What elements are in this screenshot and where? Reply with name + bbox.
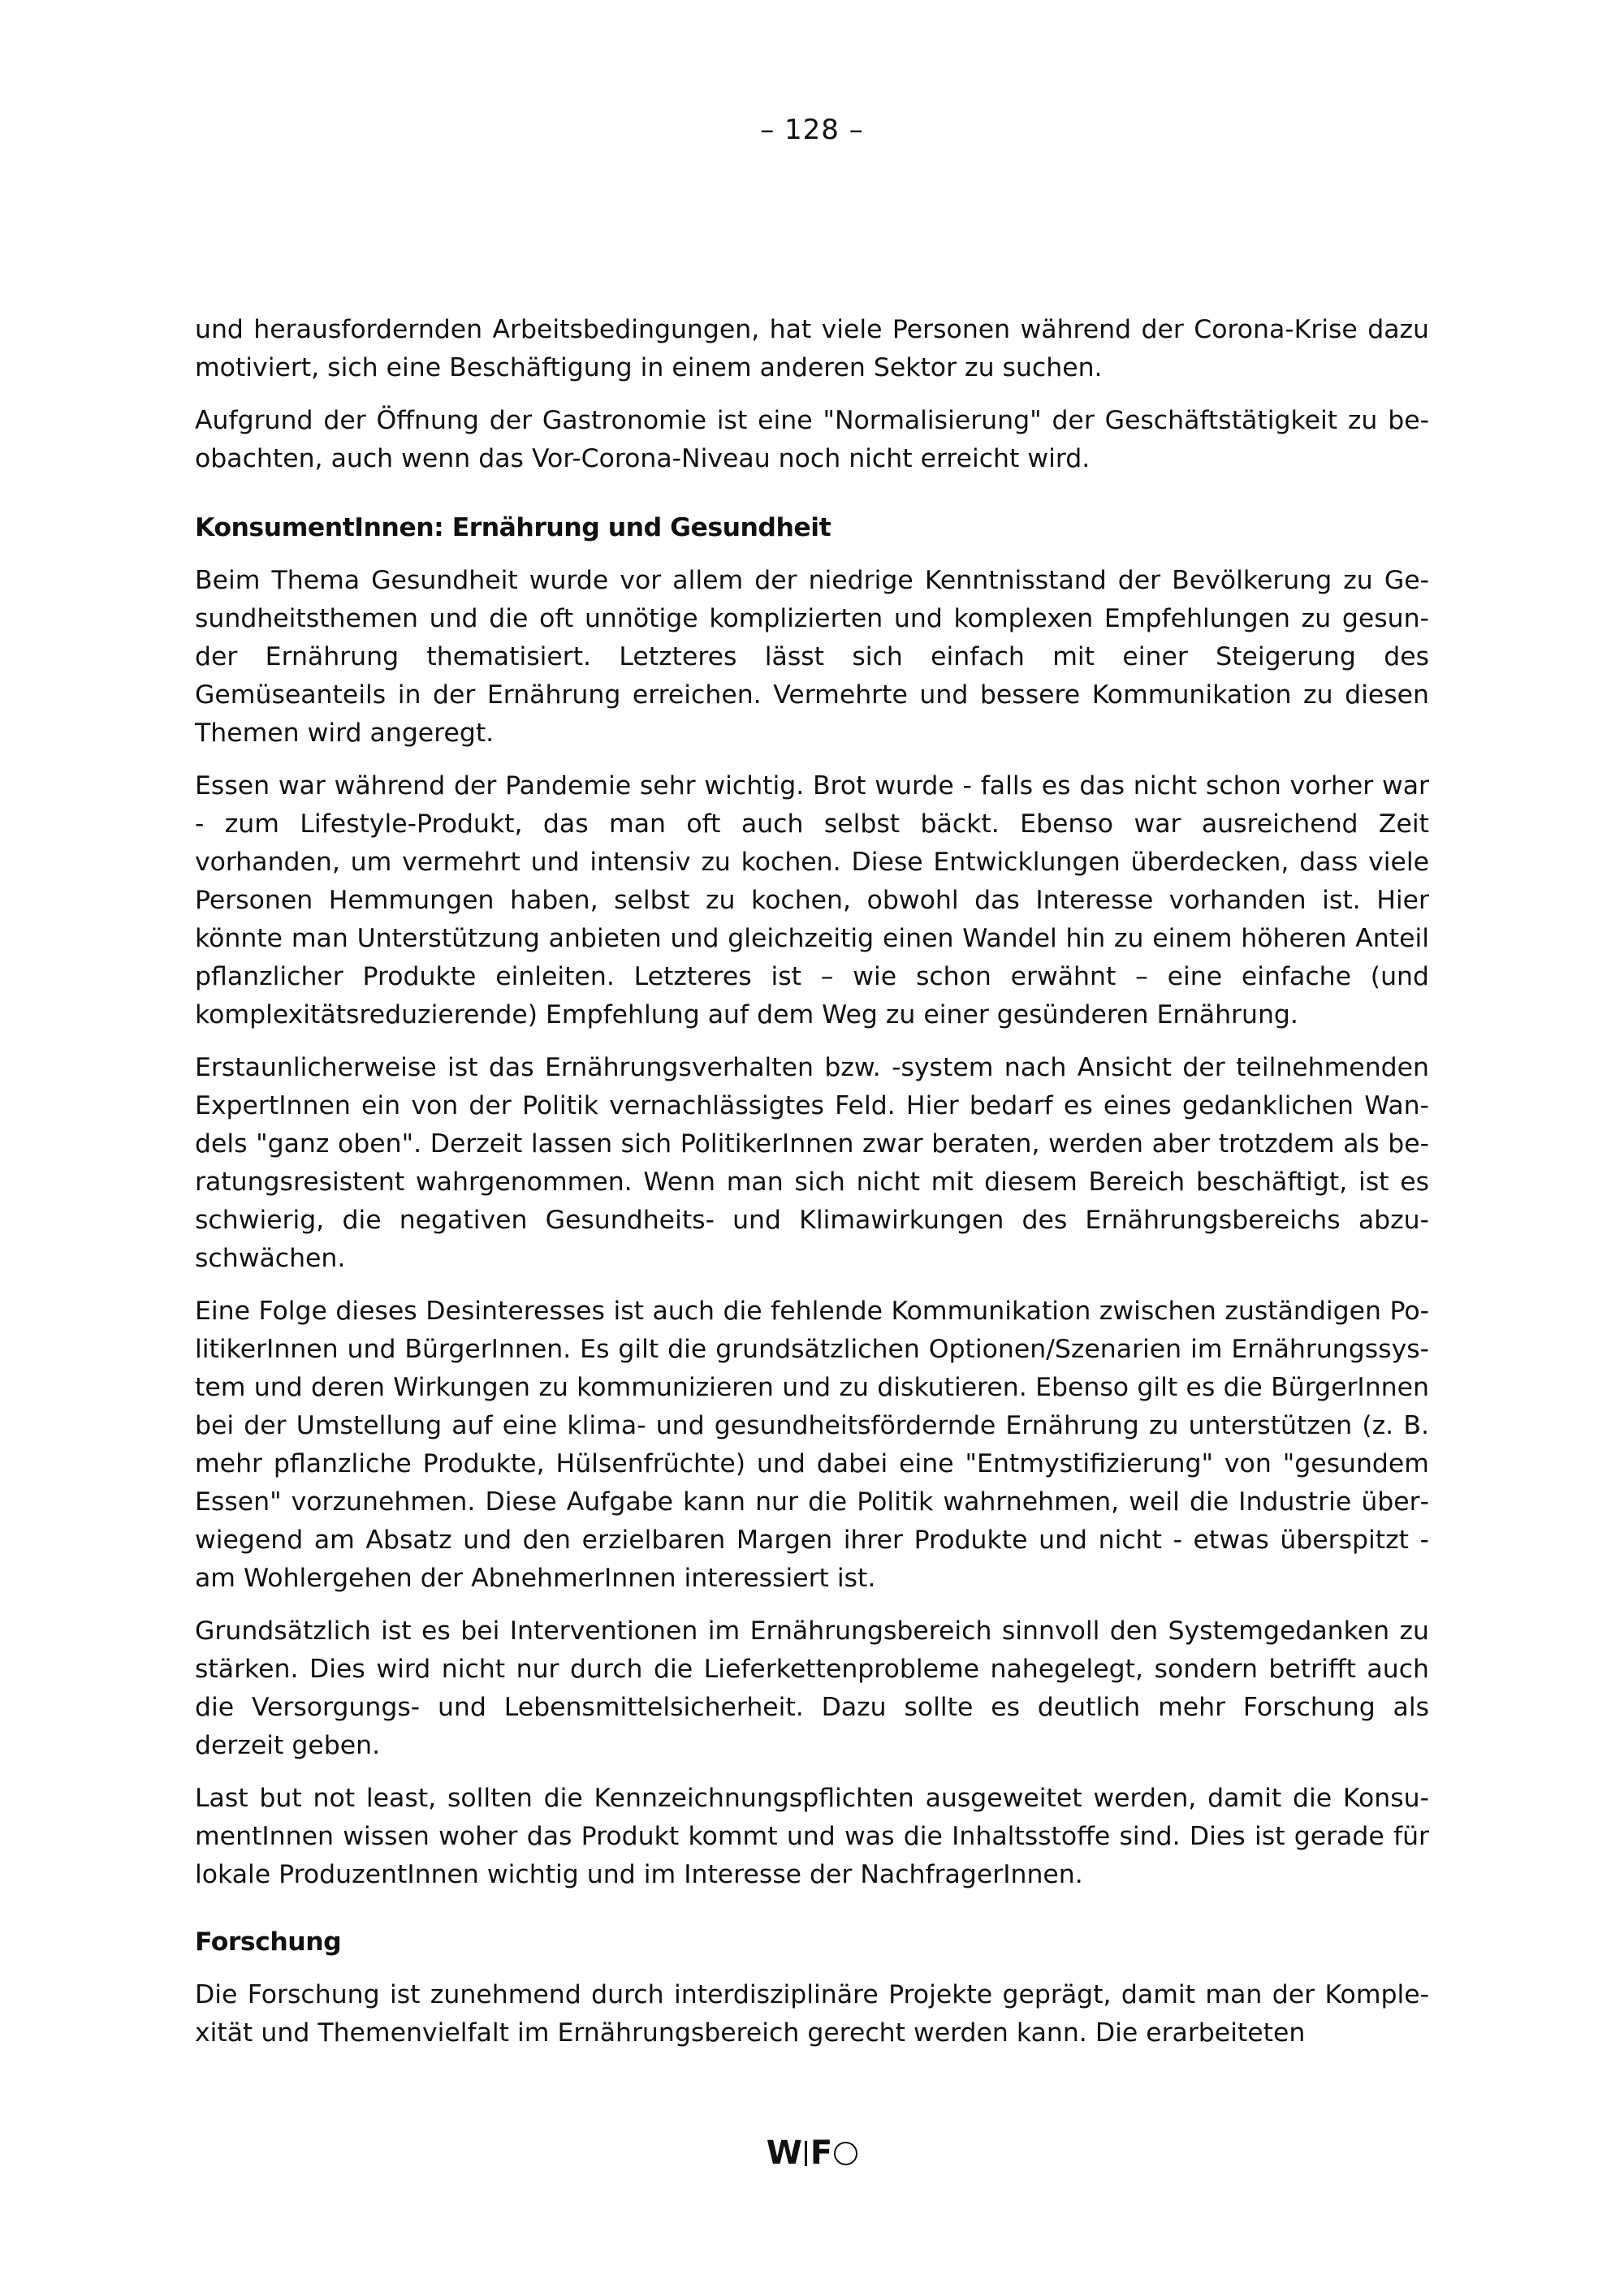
logo-letter-f: F xyxy=(810,2134,833,2172)
paragraph: Last but not least, sollten die Kennzeichnungspflichten ausgeweitet werden, damit die KonsumentInnen wissen woher das Produkt kommt und was die Inhaltsstoffe sind. Dies ist gerade für lokale ProduzentInnen wichtig und im Interesse der NachfragerInnen. xyxy=(195,1784,1429,1889)
section-heading: KonsumentInnen: Ernährung und Gesundheit xyxy=(195,513,831,542)
paragraph: Aufgrund der Öffnung der Gastronomie ist eine "Normalisierung" der Geschäftstätigkeit zu beobachten, auch wenn das Vor-Corona-Niveau noch nicht erreicht wird. xyxy=(195,406,1429,473)
paragraph: Die Forschung ist zunehmend durch interdisziplinäre Projekte geprägt, damit man der Komplexität und Themenvielfalt im Ernährungsbereich gerecht werden kann. Die erarbeiteten xyxy=(195,1980,1429,2048)
paragraph: Erstaunlicherweise ist das Ernährungsverhalten bzw. -system nach Ansicht der teilnehmenden ExpertInnen ein von der Politik vernachlässigtes Feld. Hier bedarf es eines gedanklichen Wandels "ganz oben". Derzeit lassen sich PolitikerInnen zwar beraten, werden aber trotzdem als beratungsresistent wahrgenommen. Wenn man sich nicht mit diesem Bereich beschäftigt, ist es schwierig, die negativen Gesundheits- und Klimawirkungen des Ernährungsbereichs abzuschwächen. xyxy=(195,1053,1429,1273)
paragraph: Beim Thema Gesundheit wurde vor allem der niedrige Kenntnisstand der Bevölkerung zu Gesundheitsthemen und die oft unnötige komplizierten und komplexen Empfehlungen zu gesunder Ernährung thematisiert. Letzteres lässt sich einfach mit einer Steigerung des Gemüseanteils in der Ernährung erreichen. Vermehrte und bessere Kommunikation zu diesen Themen wird angeregt. xyxy=(195,566,1429,748)
page-number: – 128 – xyxy=(760,114,864,146)
section-intro xyxy=(195,311,1429,478)
section-heading: Forschung xyxy=(195,1927,342,1957)
document-body xyxy=(195,311,1429,2067)
paragraph: Eine Folge dieses Desinteresses ist auch die fehlende Kommunikation zwischen zuständigen PolitikerInnen und BürgerInnen. Es gilt die grundsätzlichen Optionen/Szenarien im Ernährungssystem und deren Wirkungen zu kommunizieren und zu diskutieren. Ebenso gilt es die BürgerInnen bei der Umstellung auf eine klima- und gesundheitsfördernde Ernährung zu unterstützen (z. B. mehr pflanzliche Produkte, Hülsenfrüchte) und dabei eine "Entmystifizierung" von "gesundem Essen" vorzunehmen. Diese Aufgabe kann nur die Politik wahrnehmen, weil die Industrie überwiegend am Absatz und den erzielbaren Margen ihrer Produkte und nicht - etwas überspitzt - am Wohlergehen der AbnehmerInnen interessiert ist. xyxy=(195,1297,1429,1593)
section-konsumentinnen xyxy=(195,509,1429,1894)
paragraph: Essen war während der Pandemie sehr wichtig. Brot wurde - falls es das nicht schon vorher war - zum Lifestyle-Produkt, das man oft auch selbst bäckt. Ebenso war ausreichend Zeit vorhanden, um vermehrt und intensiv zu kochen. Diese Entwicklungen überdecken, dass viele Personen Hemmungen haben, selbst zu kochen, obwohl das Interesse vorhanden ist. Hier könnte man Unterstützung anbieten und gleichzeitig einen Wandel hin zu einem höheren Anteil pflanzlicher Produkte einleiten. Letzteres ist – wie schon erwähnt – eine einfache (und komplexitätsreduzierende) Empfehlung auf dem Weg zu einer gesünderen Ernährung. xyxy=(195,771,1429,1029)
paragraph: Grundsätzlich ist es bei Interventionen im Ernährungsbereich sinnvoll den Systemgedanken zu stärken. Dies wird nicht nur durch die Lieferkettenprobleme nahegelegt, sondern betrifft auch die Versorgungs- und Lebensmittelsicherheit. Dazu sollte es deutlich mehr Forschung als derzeit geben. xyxy=(195,1616,1429,1760)
wifo-logo xyxy=(767,2135,857,2171)
paragraph: und herausfordernden Arbeitsbedingungen, hat viele Personen während der Corona-Krise dazu motiviert, sich eine Beschäftigung in einem anderen Sektor zu suchen. xyxy=(195,315,1429,382)
logo-letter-o-circle-icon xyxy=(834,2142,857,2165)
footer xyxy=(0,2135,1624,2171)
logo-letter-w: W xyxy=(766,2134,802,2172)
logo-letter-i-bar-icon xyxy=(805,2141,807,2166)
section-forschung xyxy=(195,1923,1429,2052)
